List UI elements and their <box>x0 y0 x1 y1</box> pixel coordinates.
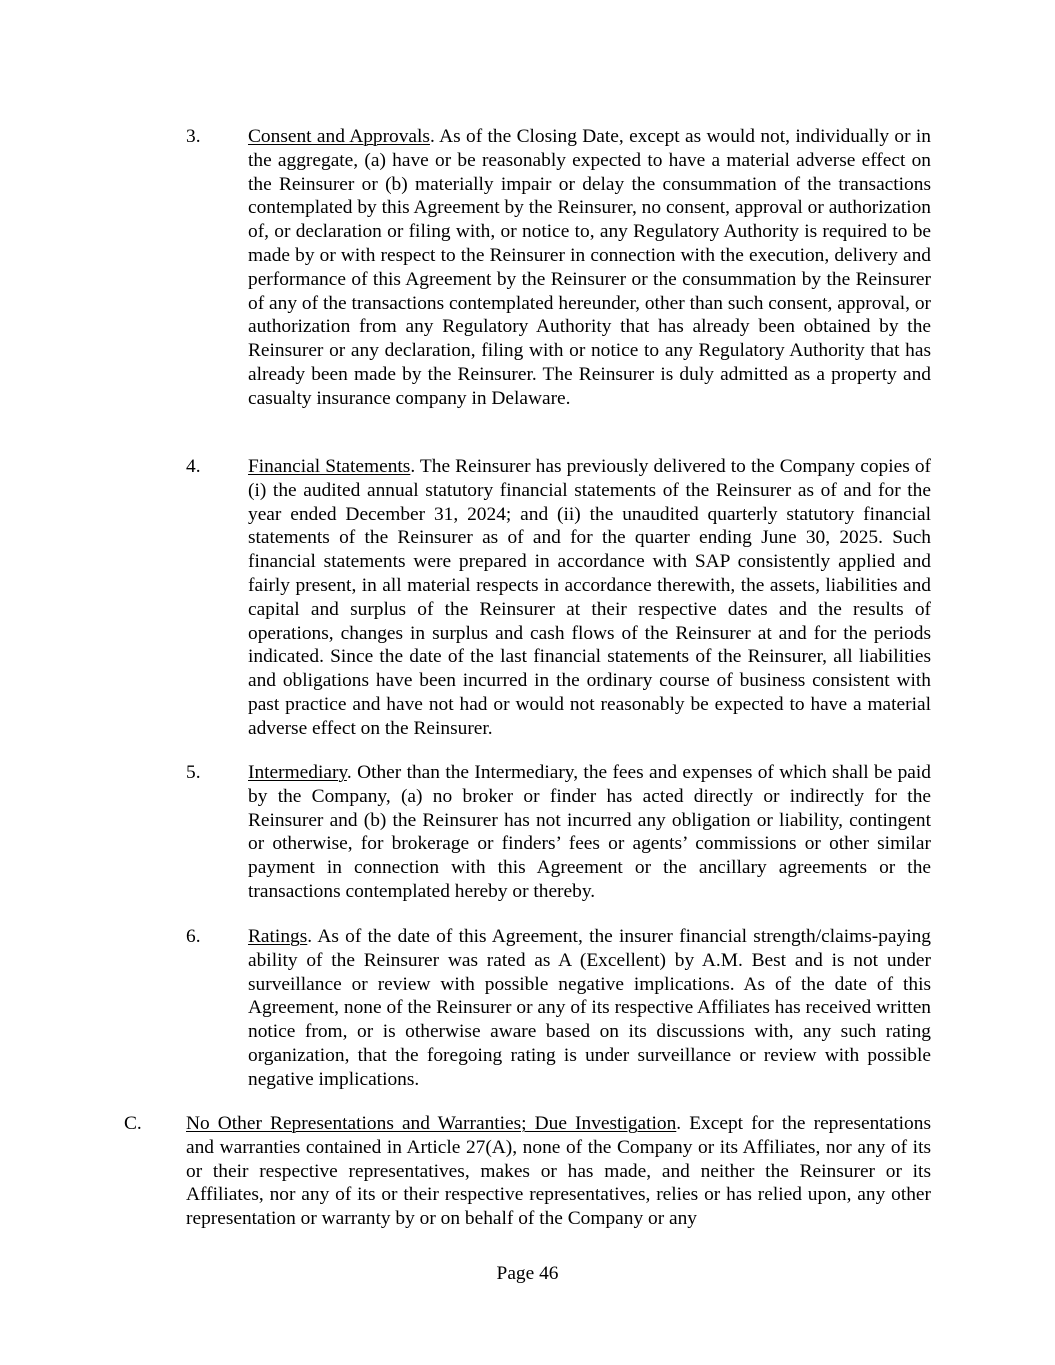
section-paragraph <box>248 455 931 741</box>
section-text: . Except for the representations and warranties contained in Article 27(A), none of the Company or its Affiliates, nor any of its or their respective representatives, makes or has made, and neither the Reinsurer or its Affiliates, nor any of its or their respective representatives, relies or has relied upon, any other representation or warranty by or on behalf of the Company or any <box>186 1113 931 1230</box>
section-heading: Ratings <box>248 926 308 947</box>
page-number: Page 46 <box>496 1263 559 1284</box>
section-number: 6. <box>186 926 201 947</box>
section-paragraph <box>248 761 931 904</box>
section-text: . Other than the Intermediary, the fees and expenses of which shall be paid by the Company, (a) no broker or finder has acted directly or indirectly for the Reinsurer and (b) the Reinsurer has not incurred any obligation or liability, contingent or otherwise, for brokerage or finders’ fees or agents’ commissions or other similar payment in connection with this Agreement or the ancillary agreements or the transactions contemplated hereby or thereby. <box>248 762 931 902</box>
section-paragraph <box>186 1112 931 1231</box>
section-number: 3. <box>186 126 201 147</box>
section-paragraph <box>248 925 931 1092</box>
section-number: 5. <box>186 762 201 783</box>
section-heading: Consent and Approvals <box>248 126 430 147</box>
section-paragraph <box>248 125 931 411</box>
section-heading: Intermediary <box>248 762 347 783</box>
section-heading: Financial Statements <box>248 456 411 477</box>
section-number: C. <box>124 1113 142 1134</box>
section-heading: No Other Representations and Warranties; Due Investigation <box>186 1113 677 1134</box>
section-text: . As of the Closing Date, except as would not, individually or in the aggregate, (a) have or be reasonably expected to have a material adverse effect on the Reinsurer or (b) materially impair or delay the consummation of the transactions contemplated by this Agreement by the Reinsurer, no consent, approval or authorization of, or declaration or filing with, or notice to, any Regulatory Authority is required to be made by or with respect to the Reinsurer in connection with the execution, delivery and performance of this Agreement by the Reinsurer or the consummation by the Reinsurer of any of the transactions contemplated hereunder, other than such consent, approval, or authorization from any Regulatory Authority that has already been obtained by the Reinsurer or any declaration, filing with or notice to any Regulatory Authority that has already been made by the Reinsurer. The Reinsurer is duly admitted as a property and casualty insurance company in Delaware. <box>248 126 931 409</box>
section-number: 4. <box>186 456 201 477</box>
section-text: . The Reinsurer has previously delivered to the Company copies of (i) the audited annual statutory financial statements of the Reinsurer as of and for the year ended December 31, 2024; and (ii) the unaudited quarterly statutory financial statements of the Reinsurer as of and for the quarter ending June 30, 2025. Such financial statements were prepared in accordance with SAP consistently applied and fairly present, in all material respects in accordance therewith, the assets, liabilities and capital and surplus of the Reinsurer at their respective dates and the results of operations, changes in surplus and cash flows of the Reinsurer at and for the periods indicated. Since the date of the last financial statements of the Reinsurer, all liabilities and obligations have been incurred in the ordinary course of business consistent with past practice and have not had or would not reasonably be expected to have a material adverse effect on the Reinsurer. <box>248 456 932 739</box>
section-text: . As of the date of this Agreement, the insurer financial strength/claims-paying ability of the Reinsurer was rated as A (Excellent) by A.M. Best and is not under surveillance or review with possible negative implications. As of the date of this Agreement, none of the Reinsurer or any of its respective Affiliates has received written notice from, or is otherwise aware based on its discussions with, any such rating organization, that the foregoing rating is under surveillance or review with possible negative implications. <box>248 926 931 1090</box>
